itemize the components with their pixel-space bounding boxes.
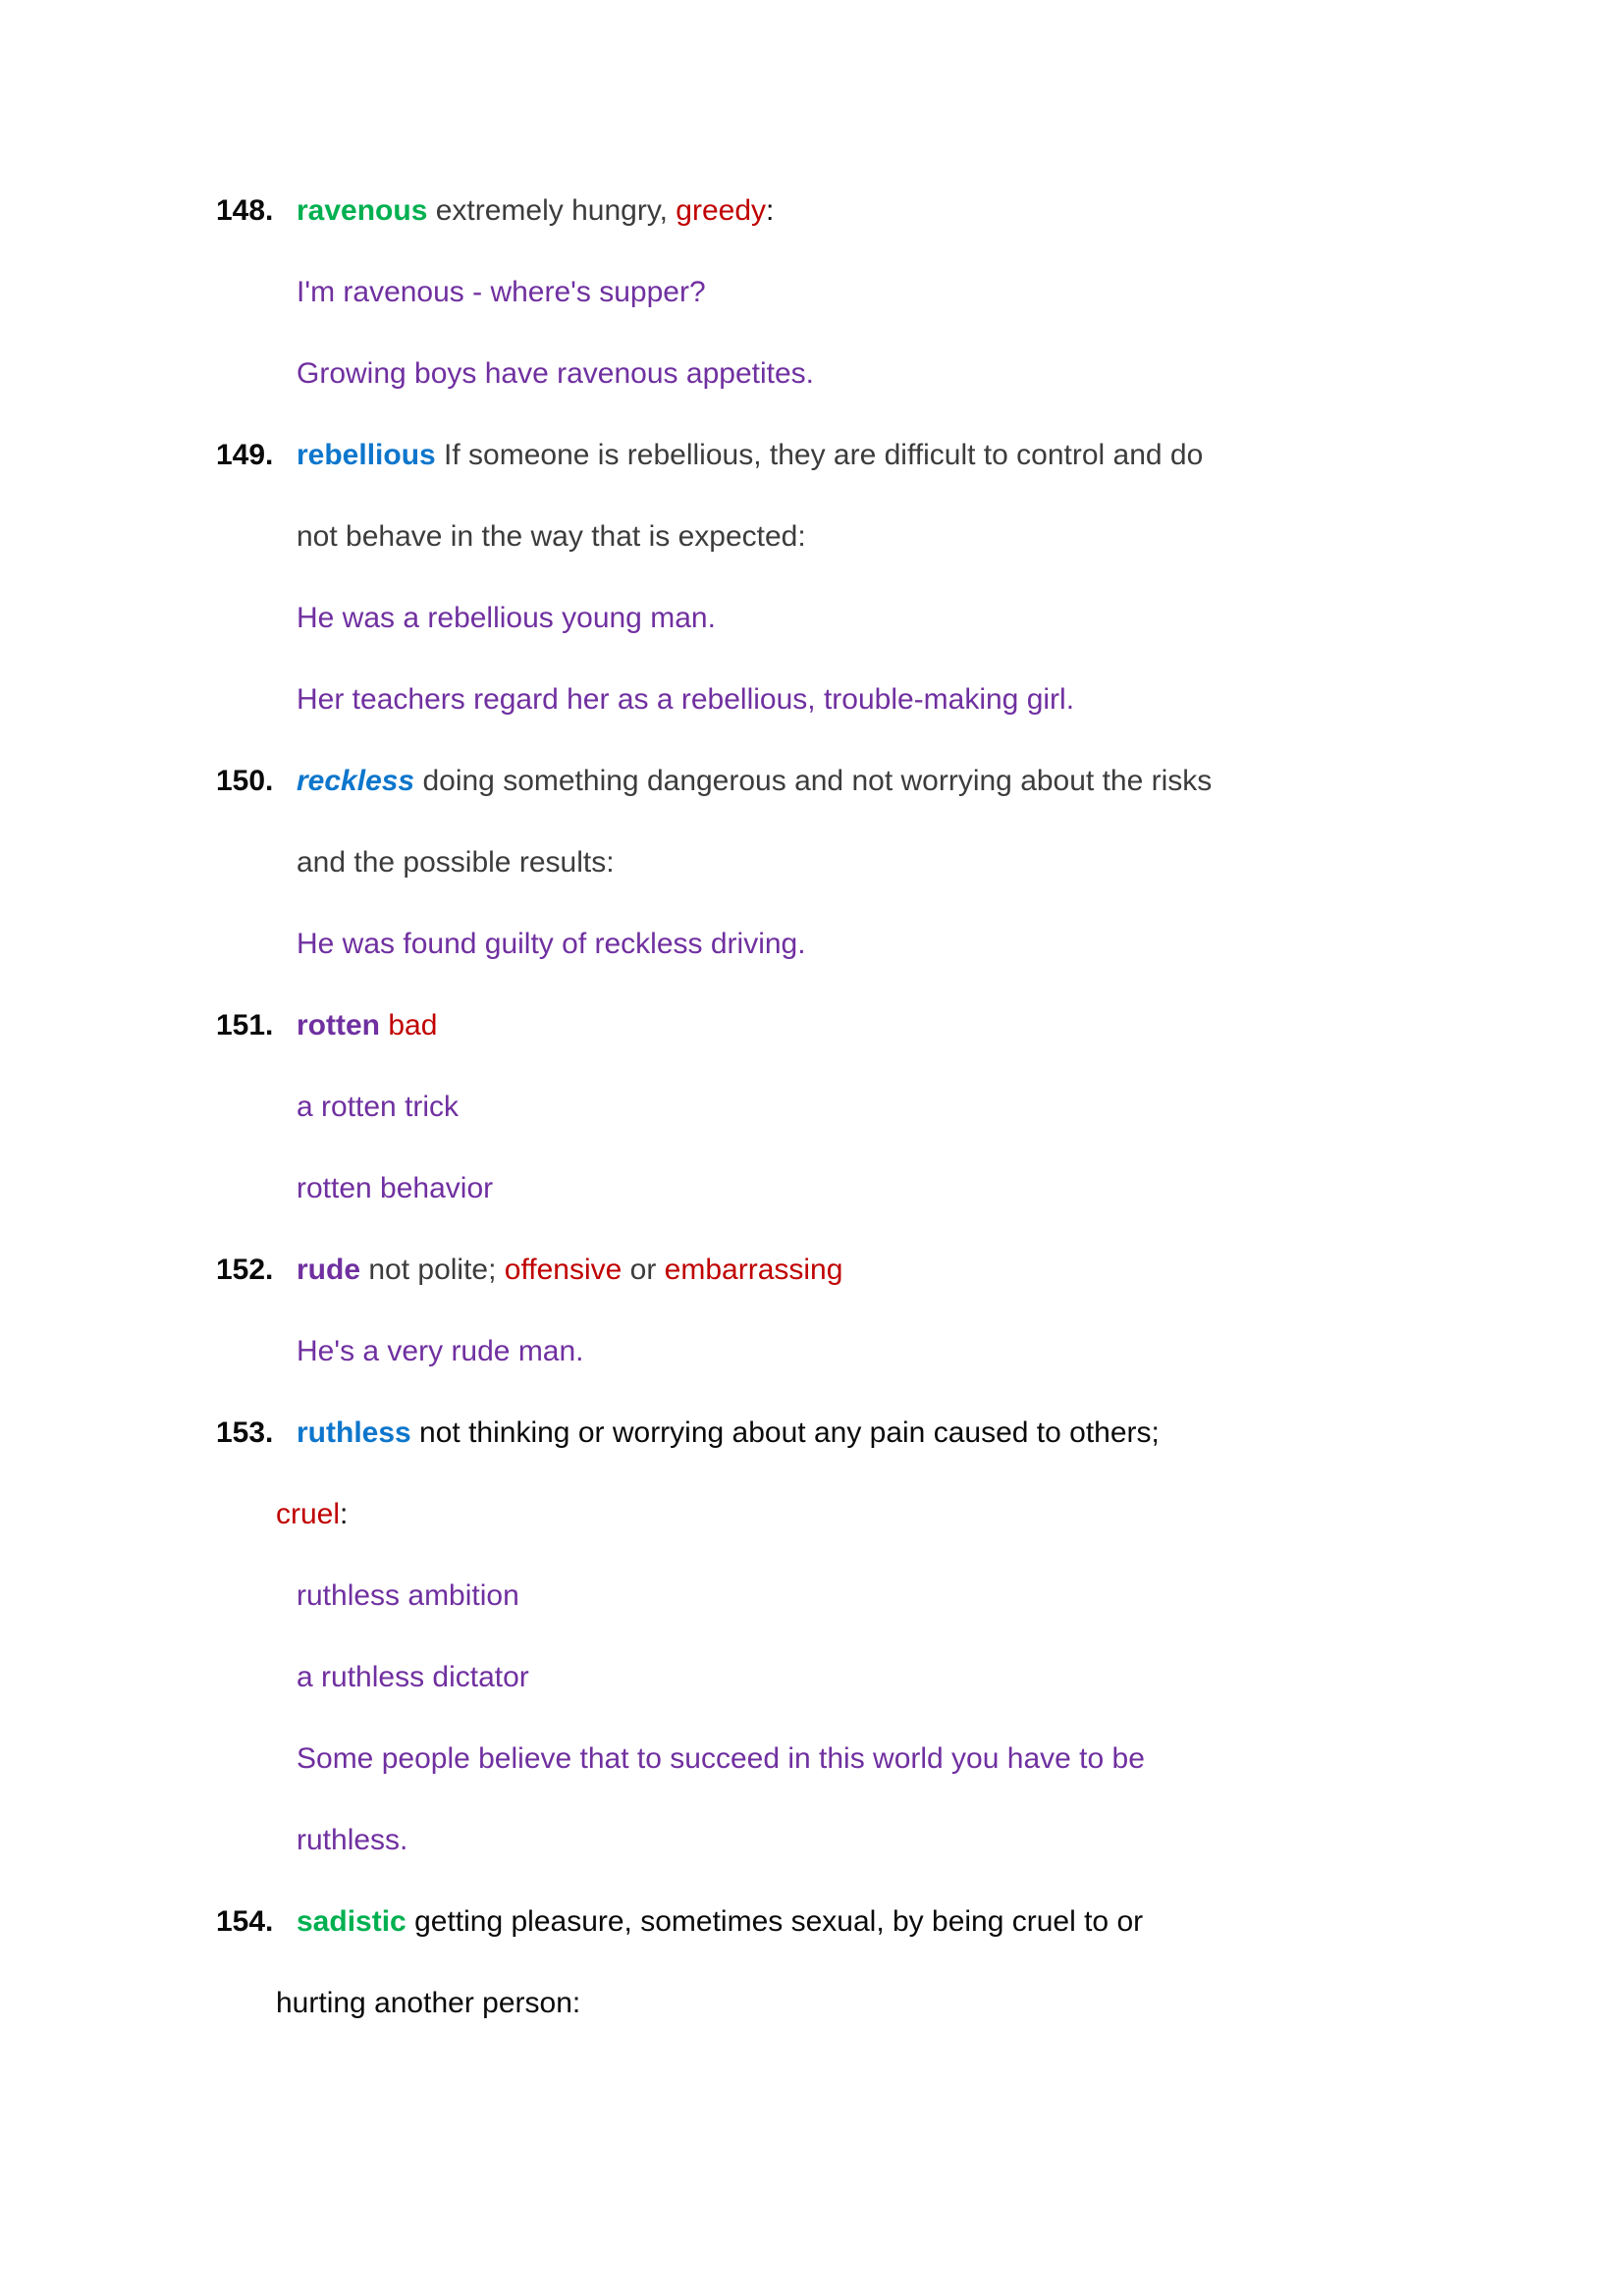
synonym-highlight: offensive — [504, 1254, 623, 1286]
example-text: Growing boys have ravenous appetites. — [297, 357, 814, 390]
term-word: rude — [297, 1254, 361, 1286]
line-text — [297, 1824, 407, 1857]
line-text — [297, 1254, 842, 1287]
line-text — [297, 683, 1074, 717]
definition-text: not behave in the way that is expected: — [297, 520, 806, 553]
line-text — [297, 194, 774, 228]
example-text: Her teachers regard her as a rebellious, trouble-making girl. — [297, 683, 1075, 716]
example-text: He's a very rude man. — [297, 1335, 584, 1367]
list-number: 152. — [216, 1254, 274, 1286]
example-text: rotten behavior — [297, 1172, 494, 1204]
definition-text: not thinking or worrying about any pain caused to others; — [410, 1416, 1160, 1449]
synonym-highlight: greedy — [676, 194, 767, 227]
line-text — [297, 846, 615, 880]
list-number: 148. — [216, 194, 274, 227]
list-number: 150. — [216, 765, 274, 797]
definition-text: getting pleasure, sometimes sexual, by being cruel to or — [406, 1905, 1144, 1938]
example-text: Some people believe that to succeed in this world you have to be — [297, 1742, 1145, 1775]
line-text — [297, 765, 1212, 798]
list-number: 151. — [216, 1009, 274, 1041]
example-text: a rotten trick — [297, 1091, 460, 1123]
synonym-highlight: cruel — [276, 1498, 341, 1530]
line-text — [297, 520, 806, 554]
line-text — [276, 1498, 348, 1531]
synonym-highlight: embarrassing — [664, 1254, 843, 1286]
example-text: a ruthless dictator — [297, 1661, 529, 1693]
term-word: reckless — [297, 765, 415, 797]
list-number: 153. — [216, 1416, 274, 1449]
line-text — [297, 357, 814, 391]
synonym-highlight: bad — [388, 1009, 438, 1041]
example-text: He was found guilty of reckless driving. — [297, 928, 806, 960]
line-text — [297, 1579, 519, 1613]
definition-text: : — [766, 194, 775, 227]
definition-text: not polite; — [360, 1254, 505, 1286]
definition-text: : — [340, 1498, 349, 1530]
term-word: ruthless — [297, 1416, 411, 1449]
list-number: 154. — [216, 1905, 274, 1938]
line-text — [297, 928, 806, 961]
list-number: 149. — [216, 439, 274, 471]
definition-text: doing something dangerous and not worrying about the risks — [414, 765, 1213, 797]
definition-text: and the possible results: — [297, 846, 615, 879]
line-text — [297, 439, 1203, 472]
line-text — [297, 602, 716, 635]
example-text: I'm ravenous - where's supper? — [297, 276, 706, 308]
line-text — [297, 1009, 437, 1042]
example-text: He was a rebellious young man. — [297, 602, 716, 634]
example-text: ruthless ambition — [297, 1579, 519, 1612]
definition-text: or — [622, 1254, 665, 1286]
term-word: ravenous — [297, 194, 428, 227]
definition-text: If someone is rebellious, they are difficult to control and do — [435, 439, 1204, 471]
term-word: sadistic — [297, 1905, 406, 1938]
line-text — [276, 1987, 580, 2020]
line-text — [297, 276, 706, 309]
line-text — [297, 1091, 459, 1124]
line-text — [297, 1416, 1160, 1450]
line-text — [297, 1172, 493, 1205]
definition-text: extremely hungry, — [427, 194, 677, 227]
definition-text: hurting another person: — [276, 1987, 581, 2019]
line-text — [297, 1742, 1145, 1776]
term-word: rotten — [297, 1009, 380, 1041]
term-word: rebellious — [297, 439, 436, 471]
line-text — [297, 1335, 584, 1368]
example-text: ruthless. — [297, 1824, 408, 1856]
line-text — [297, 1661, 529, 1694]
line-text — [297, 1905, 1143, 1939]
